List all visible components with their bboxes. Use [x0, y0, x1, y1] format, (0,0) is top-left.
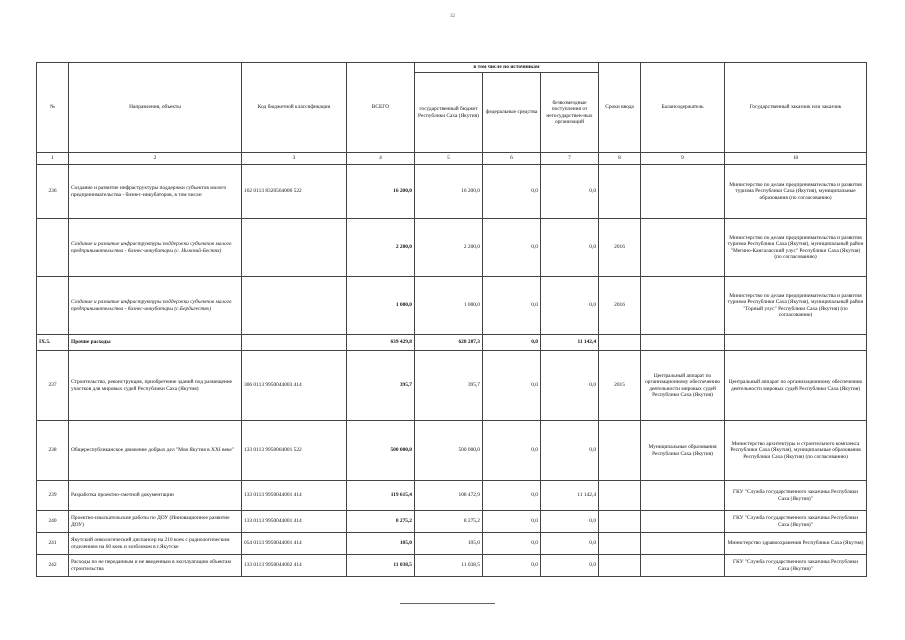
cell-deadline: 2016 — [599, 219, 641, 277]
cell-customer: Министерство по делам предпринимательства и развития туризма Республики Саха (Якутия), муниципальные образования (по согласованию) — [725, 165, 867, 219]
header-direction: Направления, объекты — [69, 63, 242, 153]
cell-code: 133 0113 9950044001 414 — [242, 481, 347, 511]
cell-code: 133 0113 9950044001 414 — [242, 511, 347, 533]
cell-free: 0,0 — [541, 511, 599, 533]
cell-state: 8 275,2 — [415, 511, 483, 533]
cell-code: 133 0113 9950044002 414 — [242, 555, 347, 577]
cell-code: 054 0113 9950044001 414 — [242, 533, 347, 555]
cell-code — [242, 335, 347, 351]
cell-total: 1 000,0 — [347, 277, 415, 335]
cell-deadline — [599, 335, 641, 351]
cell-free: 0,0 — [541, 219, 599, 277]
cell-holder: Муниципальные образования Республики Саха (Якутия) — [641, 421, 725, 481]
cell-num: 239 — [37, 481, 69, 511]
cell-state: 16 200,0 — [415, 165, 483, 219]
cell-code: 162 0113 8320564000 522 — [242, 165, 347, 219]
cell-total: 105,0 — [347, 533, 415, 555]
cell-state: 2 200,0 — [415, 219, 483, 277]
table-row — [37, 335, 867, 351]
cell-free: 11 142,4 — [541, 335, 599, 351]
cell-holder — [641, 165, 725, 219]
cell-deadline: 2015 — [599, 351, 641, 421]
table-row — [37, 421, 867, 481]
cell-num: 238 — [37, 421, 69, 481]
cell-customer: ГКУ "Служба государственного заказчика Республики Саха (Якутия)" — [725, 555, 867, 577]
cell-customer: Министерство по делам предпринимательства и развития туризма Республики Саха (Якутия), муниципальный район "Мегино-Кангаласский улус" Республики Саха (Якутия) (по согласованию) — [725, 219, 867, 277]
cell-name: Создание и развитие инфраструктуры поддержки субъектов малого предпринимательства - бизнес-инкубаторы (с. Нижний-Бестях) — [69, 219, 242, 277]
cell-federal: 0,0 — [483, 277, 541, 335]
cell-federal: 0,0 — [483, 165, 541, 219]
cell-free: 0,0 — [541, 351, 599, 421]
cell-federal: 0,0 — [483, 511, 541, 533]
cell-code — [242, 219, 347, 277]
cell-deadline — [599, 555, 641, 577]
header-num: № — [37, 63, 69, 153]
cell-num: 240 — [37, 511, 69, 533]
header-state: государственный бюджет Республики Саха (Якутия) — [415, 73, 483, 153]
cell-federal: 0,0 — [483, 219, 541, 277]
cell-state: 1 000,0 — [415, 277, 483, 335]
col-number: 3 — [242, 153, 347, 165]
col-number: 2 — [69, 153, 242, 165]
page-number: 32 — [450, 14, 455, 19]
col-number: 1 — [37, 153, 69, 165]
cell-state: 500 000,0 — [415, 421, 483, 481]
cell-customer: ГКУ "Служба государственного заказчика Республики Саха (Якутия)" — [725, 481, 867, 511]
cell-holder — [641, 481, 725, 511]
cell-total: 2 200,0 — [347, 219, 415, 277]
col-number: 10 — [725, 153, 867, 165]
table-row — [37, 481, 867, 511]
cell-total: 395,7 — [347, 351, 415, 421]
cell-free: 11 142,4 — [541, 481, 599, 511]
col-number: 5 — [415, 153, 483, 165]
header-code: Код бюджетной классификации — [242, 63, 347, 153]
cell-federal: 0,0 — [483, 481, 541, 511]
cell-deadline — [599, 511, 641, 533]
cell-holder — [641, 335, 725, 351]
cell-deadline — [599, 533, 641, 555]
cell-customer: Центральный аппарат по организационному обеспечению деятельности мировых судей Республики Саха (Якутия) — [725, 351, 867, 421]
cell-total: 639 429,8 — [347, 335, 415, 351]
cell-state: 108 472,9 — [415, 481, 483, 511]
cell-deadline: 2016 — [599, 277, 641, 335]
cell-name: Якутский онкологический диспансер на 210 коек с радиологическим отделением на 60 коек и хозблоком в г.Якутске — [69, 533, 242, 555]
table-row — [37, 351, 867, 421]
col-number: 8 — [599, 153, 641, 165]
cell-federal: 0,0 — [483, 533, 541, 555]
col-number: 7 — [541, 153, 599, 165]
cell-name: Общереспубликанское движение добрых дел "Моя Якутия в XXI веке" — [69, 421, 242, 481]
cell-num: 242 — [37, 555, 69, 577]
cell-state: 11 038,5 — [415, 555, 483, 577]
cell-state: 628 287,3 — [415, 335, 483, 351]
cell-name: Разработка проектно-сметной документации — [69, 481, 242, 511]
cell-federal: 0,0 — [483, 555, 541, 577]
col-number: 4 — [347, 153, 415, 165]
cell-federal: 0,0 — [483, 421, 541, 481]
cell-free: 0,0 — [541, 555, 599, 577]
cell-name: Строительство, реконструкция, приобретение зданий под размещение участков для мировых судей Республики Саха (Якутия) — [69, 351, 242, 421]
cell-name: Расходы по не переданным и не введенным в эксплуатацию объектам строительства — [69, 555, 242, 577]
header-total: ВСЕГО — [347, 63, 415, 153]
cell-code — [242, 277, 347, 335]
table-row — [37, 555, 867, 577]
cell-holder: Центральный аппарат по организационному обеспечению деятельности мировых судей Республики Саха (Якутия) — [641, 351, 725, 421]
cell-customer: Министерство здравоохранения Республики Саха (Якутия) — [725, 533, 867, 555]
cell-num: 241 — [37, 533, 69, 555]
table-row — [37, 165, 867, 219]
cell-free: 0,0 — [541, 421, 599, 481]
cell-customer: Министерство архитектуры и строительного комплекса Республики Саха (Якутия), муниципальные образования Республики Саха (Якутия) (по согласованию) — [725, 421, 867, 481]
cell-name: Создание и развитие инфраструктуры поддержки субъектов малого предпринимательства - бизнес-инкубаторы (с.Бердигестях) — [69, 277, 242, 335]
footer-divider — [400, 603, 495, 604]
cell-name: Прочие расходы — [69, 335, 242, 351]
cell-holder — [641, 511, 725, 533]
cell-free: 0,0 — [541, 533, 599, 555]
cell-free: 0,0 — [541, 165, 599, 219]
cell-holder — [641, 533, 725, 555]
cell-free: 0,0 — [541, 277, 599, 335]
cell-num: 237 — [37, 351, 69, 421]
cell-total: 8 275,2 — [347, 511, 415, 533]
column-numbers-row — [37, 153, 867, 165]
cell-name: Проектно-изыскательские работы по ДОУ (Инновационное развитие ДОУ) — [69, 511, 242, 533]
cell-federal: 0,0 — [483, 351, 541, 421]
header-holder: Балансодержатель — [641, 63, 725, 153]
cell-total: 119 615,4 — [347, 481, 415, 511]
header-sources: в том числе по источникам — [415, 63, 599, 73]
cell-num — [37, 219, 69, 277]
cell-federal: 0,0 — [483, 335, 541, 351]
cell-state: 395,7 — [415, 351, 483, 421]
cell-deadline — [599, 165, 641, 219]
col-number: 9 — [641, 153, 725, 165]
cell-deadline — [599, 421, 641, 481]
cell-holder — [641, 219, 725, 277]
cell-customer: ГКУ "Служба государственного заказчика Республики Саха (Якутия)" — [725, 511, 867, 533]
cell-num: 236 — [37, 165, 69, 219]
col-number: 6 — [483, 153, 541, 165]
table-row — [37, 533, 867, 555]
cell-holder — [641, 277, 725, 335]
table-row — [37, 511, 867, 533]
cell-name: Создание и развитие инфраструктуры поддержки субъектов малого предпринимательства - бизнес-инкубаторов, в том числе: — [69, 165, 242, 219]
cell-holder — [641, 555, 725, 577]
table-row — [37, 219, 867, 277]
cell-customer — [725, 335, 867, 351]
table-row — [37, 277, 867, 335]
header-federal: федеральные средства — [483, 73, 541, 153]
header-free: безвозмездные поступления от негосударствен-ных организаций — [541, 73, 599, 153]
cell-code: 133 0113 9950064001 522 — [242, 421, 347, 481]
header-deadline: Сроки ввода — [599, 63, 641, 153]
cell-num: IX.5. — [37, 335, 69, 351]
cell-total: 500 000,0 — [347, 421, 415, 481]
cell-num — [37, 277, 69, 335]
cell-total: 16 200,0 — [347, 165, 415, 219]
cell-code: 306 0113 9950044003 414 — [242, 351, 347, 421]
cell-state: 105,0 — [415, 533, 483, 555]
cell-deadline — [599, 481, 641, 511]
cell-customer: Министерство по делам предпринимательства и развития туризма Республики Саха (Якутия), муниципальный район "Горный улус" Республики Саха (Якутия) (по согласованию) — [725, 277, 867, 335]
cell-total: 11 038,5 — [347, 555, 415, 577]
budget-table — [36, 62, 867, 577]
header-customer: Государственный заказчик или заказчик — [725, 63, 867, 153]
